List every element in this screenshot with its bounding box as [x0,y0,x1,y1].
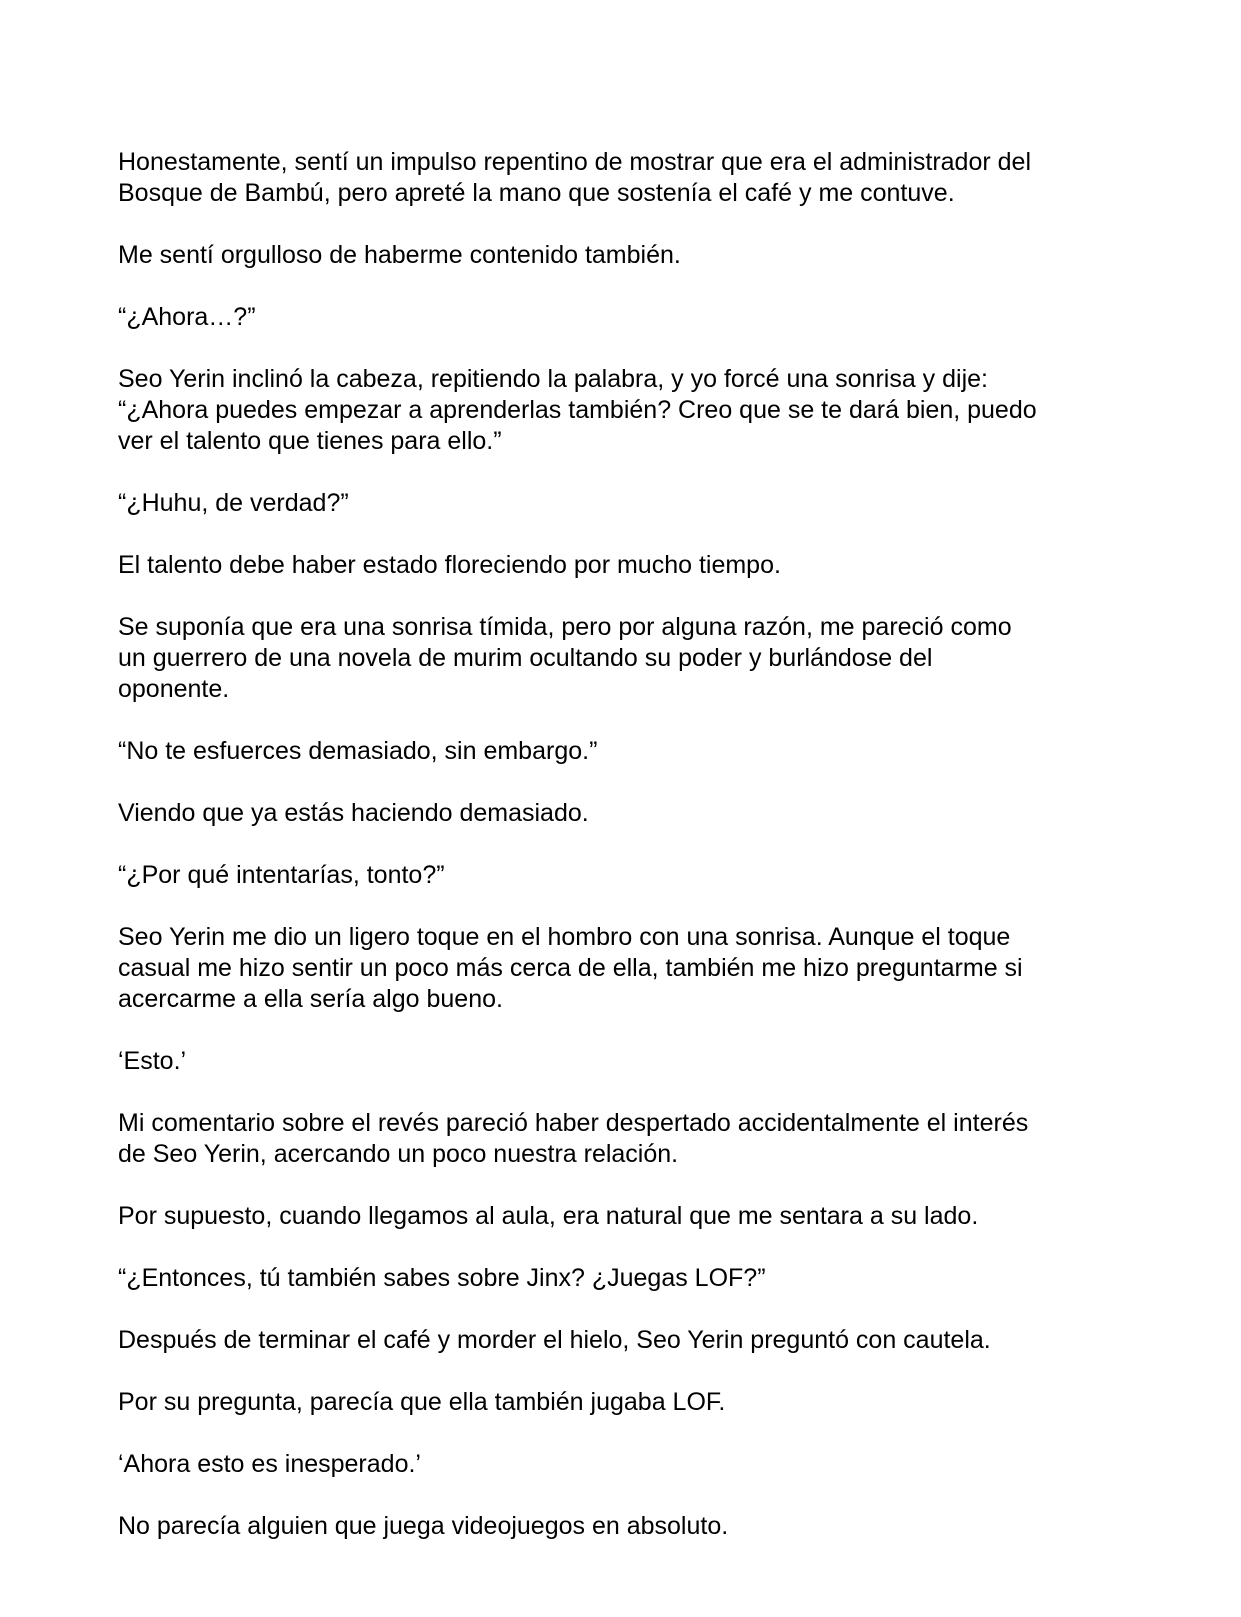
text-line: ‘Ahora esto es inesperado.’ [118,1450,421,1478]
text-line: “¿Huhu, de verdad?” [118,489,349,517]
paragraph [118,1108,1118,1170]
paragraph [118,488,1118,519]
text-line: Viendo que ya estás haciendo demasiado. [118,799,589,827]
text-line: “¿Por qué intentarías, tonto?” [118,861,445,889]
paragraph [118,798,1118,829]
text-line: ver el talento que tienes para ello.” [118,427,502,455]
text-line: Bosque de Bambú, pero apreté la mano que sostenía el café y me contuve. [118,179,955,207]
paragraph [118,1263,1118,1294]
text-line: Seo Yerin inclinó la cabeza, repitiendo la palabra, y yo forcé una sonrisa y dije: [118,365,988,393]
paragraph [118,1449,1118,1480]
paragraph [118,1511,1118,1542]
text-line: Por supuesto, cuando llegamos al aula, era natural que me sentara a su lado. [118,1202,979,1230]
text-line: casual me hizo sentir un poco más cerca de ella, también me hizo preguntarme si [118,954,1023,982]
text-line: Honestamente, sentí un impulso repentino de mostrar que era el administrador del [118,148,1032,176]
paragraph [118,1201,1118,1232]
text-line: Seo Yerin me dio un ligero toque en el hombro con una sonrisa. Aunque el toque [118,923,1011,951]
text-line: Mi comentario sobre el revés pareció haber despertado accidentalmente el interés [118,1109,1029,1137]
text-line: “¿Ahora puedes empezar a aprenderlas también? Creo que se te dará bien, puedo [118,396,1037,424]
text-line: acercarme a ella sería algo bueno. [118,985,503,1013]
text-line: “¿Ahora…?” [118,303,256,331]
paragraph [118,1046,1118,1077]
text-line: Me sentí orgulloso de haberme contenido también. [118,241,681,269]
text-line: oponente. [118,675,230,703]
paragraph [118,147,1118,209]
text-line: ‘Esto.’ [118,1047,187,1075]
paragraph [118,612,1118,705]
text-line: un guerrero de una novela de murim ocultando su poder y burlándose del [118,644,933,672]
paragraph [118,302,1118,333]
document-body [118,147,1118,1573]
text-line: Después de terminar el café y morder el hielo, Seo Yerin preguntó con cautela. [118,1326,991,1354]
paragraph [118,364,1118,457]
paragraph [118,860,1118,891]
paragraph [118,736,1118,767]
text-line: “No te esfuerces demasiado, sin embargo.” [118,737,598,765]
paragraph [118,240,1118,271]
paragraph [118,550,1118,581]
paragraph [118,1325,1118,1356]
paragraph [118,922,1118,1015]
text-line: No parecía alguien que juega videojuegos en absoluto. [118,1512,729,1540]
text-line: de Seo Yerin, acercando un poco nuestra relación. [118,1140,679,1168]
text-line: El talento debe haber estado floreciendo por mucho tiempo. [118,551,781,579]
paragraph [118,1387,1118,1418]
text-line: Se suponía que era una sonrisa tímida, pero por alguna razón, me pareció como [118,613,1012,641]
text-line: Por su pregunta, parecía que ella también jugaba LOF. [118,1388,726,1416]
text-line: “¿Entonces, tú también sabes sobre Jinx? ¿Juegas LOF?” [118,1264,766,1292]
